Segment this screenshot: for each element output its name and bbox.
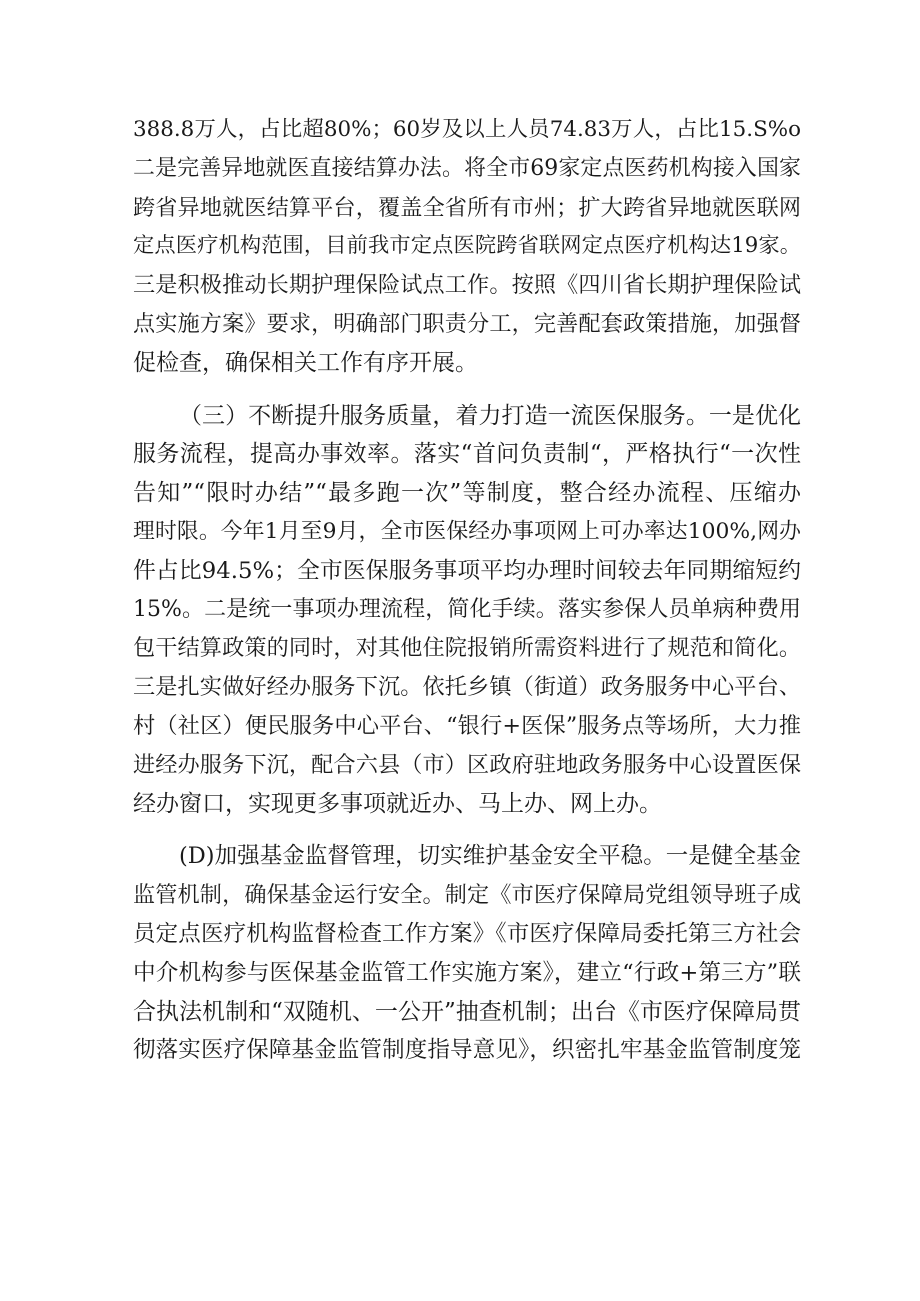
text-line: 件占比94.5%；全市医保服务事项平均办理时间较去年同期缩短约 — [133, 557, 801, 584]
text-line: 村（社区）便民服务中心平台、“银行+医保”服务点等场所，大力推 — [133, 712, 801, 739]
text-line: 定点医疗机构范围，目前我市定点医院跨省联网定点医疗机构达19家。 — [133, 233, 801, 259]
text-line: 彻落实医疗保障基金监管制度指导意见》，织密扎牢基金监管制度笼 — [133, 1037, 801, 1064]
text-line: 监管机制，确保基金运行安全。制定《市医疗保障局党组领导班子成 — [133, 882, 801, 909]
paragraph-gap — [133, 823, 801, 837]
text-line: 三是积极推动长期护理保险试点工作。按照《四川省长期护理保险试 — [133, 272, 801, 299]
text-line: 告知”“限时办结”“最多跑一次”等制度，整合经办流程、压缩办 — [133, 480, 801, 507]
paragraph-section-4 — [133, 837, 801, 1070]
paragraph-section-3 — [133, 397, 801, 824]
text-line: 跨省异地就医结算平台，覆盖全省所有市州；扩大跨省异地就医联网 — [133, 194, 801, 221]
paragraph-gap — [133, 383, 801, 397]
text-line: 点实施方案》要求，明确部门职责分工，完善配套政策措施，加强督 — [133, 310, 801, 337]
text-line: 中介机构参与医保基金监管工作实施方案》，建立“行政+第三方”联 — [133, 959, 801, 986]
text-line: 服务流程，提高办事效率。落实“首问负责制“，严格执行“一次性 — [133, 441, 801, 468]
text-line: 包干结算政策的同时，对其他住院报销所需资料进行了规范和简化。 — [133, 635, 801, 662]
text-line: 合执法机制和“双随机、一公开”抽查机制；出台《市医疗保障局贯 — [133, 998, 801, 1025]
text-line: 三是扎实做好经办服务下沉。依托乡镇（街道）政务服务中心平台、 — [133, 674, 801, 701]
text-line: 经办窗口，实现更多事项就近办、马上办、网上办。 — [133, 790, 662, 817]
text-line: 理时限。今年1月至9月，全市医保经办事项网上可办率达100%,网办 — [133, 518, 801, 544]
text-line: 员定点医疗机构监督检查工作方案》《市医疗保障局委托第三方社会 — [133, 920, 801, 947]
text-line: 促检查，确保相关工作有序开展。 — [133, 349, 478, 376]
text-line: 二是完善异地就医直接结算办法。将全市69家定点医药机构接入国家 — [133, 155, 801, 181]
body-text — [133, 111, 801, 1070]
text-line: 进经办服务下沉，配合六县（市）区政府驻地政务服务中心设置医保 — [133, 751, 801, 778]
paragraph-2-continued — [133, 111, 801, 383]
text-line: 388.8万人，占比超80%；60岁及以上人员74.83万人，占比15.S%o — [133, 117, 801, 142]
text-line: 15%。二是统一事项办理流程，简化手续。落实参保人员单病种费用 — [133, 596, 801, 622]
text-line: (D)加强基金监督管理，切实维护基金安全平稳。一是健全基金 — [179, 843, 801, 870]
text-line: （三）不断提升服务质量，着力打造一流医保服务。一是优化 — [179, 402, 801, 429]
